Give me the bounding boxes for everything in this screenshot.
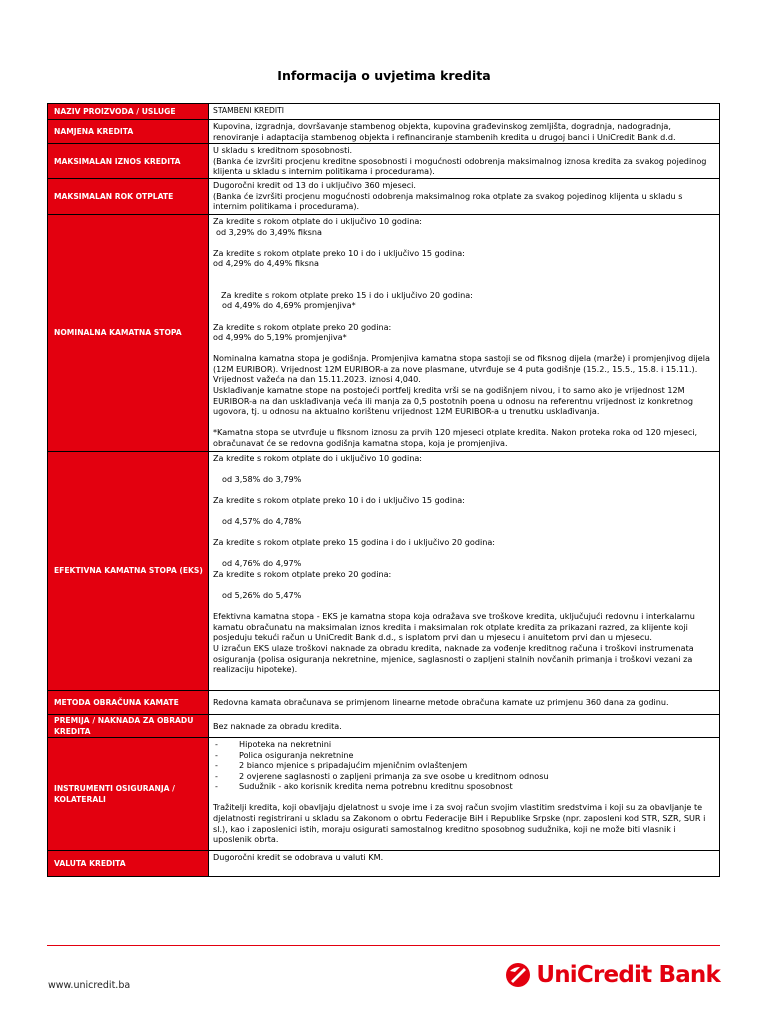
footer-website[interactable]: www.unicredit.ba [48, 980, 131, 991]
row-premija [48, 714, 720, 737]
nks-footnote: *Kamatna stopa se utvrđuje u fiksnom iznosu za prvih 120 mjeseci otplate kredita. Nakon proteka roka od 120 mjeseci, obračunavat će se redovna godišnja kamatna stopa, koja je promjenjiva. [213, 427, 698, 448]
label-instrumenti: INSTRUMENTI OSIGURANJA / KOLATERALI [48, 737, 209, 850]
value-rok [209, 178, 720, 214]
nks-tier1-title: Za kredite s rokom otplate do i uključivo 10 godina: [213, 215, 423, 226]
nks-tier3-title: Za kredite s rokom otplate preko 15 i do i uključivo 20 godina: [221, 289, 473, 300]
label-naziv: NAZIV PROIZVODA / USLUGE [48, 104, 209, 120]
page-title: Informacija o uvjetima kredita [277, 68, 491, 83]
eks-tier3-rate: od 4,76% do 4,97% [222, 558, 302, 569]
nks-tier2-title: Za kredite s rokom otplate preko 10 i do i uključivo 15 godina: [213, 247, 465, 258]
collateral-list [213, 739, 713, 792]
nks-tier4-rate: od 4,99% do 5,19% promjenjiva* [213, 332, 347, 343]
value-namjena: Kupovina, izgradnja, dovršavanje stambenog objekta, kupovina građevinskog zemljišta, dogradnja, nadogradnja, renoviranje i adaptacija stambenog objekta i refinanciranje stambenih kredita u drugoj banci i UniCredit Bank d.d. [209, 120, 720, 144]
nks-tier4-title: Za kredite s rokom otplate preko 20 godina: [213, 321, 392, 332]
eks-tier4-rate: od 5,26% do 5,47% [222, 590, 302, 601]
value-iznos [209, 144, 720, 179]
value-valuta: Dugoročni kredit se odobrava u valuti KM. [209, 850, 720, 876]
label-premija: PREMIJA / NAKNADA ZA OBRADU KREDITA [48, 714, 209, 737]
row-metoda [48, 690, 720, 714]
label-rok: MAKSIMALAN ROK OTPLATE [48, 178, 209, 214]
value-naziv [209, 104, 720, 120]
row-instrumenti [48, 737, 720, 850]
credit-info-table [47, 103, 720, 877]
value-metoda: Redovna kamata obračunava se primjenom linearne metode obračuna kamate uz primjenu 360 dana za godinu. [209, 690, 720, 714]
label-metoda: METODA OBRAČUNA KAMATE [48, 690, 209, 714]
product-name: STAMBENI KREDITI [213, 106, 284, 115]
nks-paragraph-2: Usklađivanje kamatne stope na postojeći portfelj kredita vrši se na godišnjem nivou, i to samo ako je vrijednost 12M EURIBOR-a na dan usklađivanja veća ili manja za 0,5 postotnih poena u odnosu na referentnu vrijednost iz konkretnog ugovora, tj. u odnosu na aktualno korištenu vrijednost 12M EURIBOR-a u trenutku usklađivanja. [213, 385, 694, 417]
label-iznos: MAKSIMALAN IZNOS KREDITA [48, 144, 209, 179]
iznos-line1: U skladu s kreditnom sposobnosti. [213, 145, 353, 156]
label-valuta: VALUTA KREDITA [48, 850, 209, 876]
label-nks: NOMINALNA KAMATNA STOPA [48, 214, 209, 451]
row-rok [48, 178, 720, 214]
eks-tier2-rate: od 4,57% do 4,78% [222, 516, 302, 527]
unicredit-emblem-icon [505, 962, 531, 988]
list-item: - 2 bianco mjenice s pripadajućim mjeničnim ovlaštenjem [215, 760, 468, 771]
nks-tier1-rate: od 3,29% do 3,49% fiksna [216, 226, 322, 237]
row-namjena [48, 120, 720, 144]
eks-tier2-title: Za kredite s rokom otplate preko 10 i do i uključivo 15 godina: [213, 495, 465, 506]
nks-tier2-rate: od 4,29% do 4,49% fiksna [213, 258, 319, 269]
row-nks [48, 214, 720, 451]
label-eks: EFEKTIVNA KAMATNA STOPA (EKS) [48, 451, 209, 690]
row-valuta [48, 850, 720, 876]
value-nks [209, 214, 720, 451]
row-eks [48, 451, 720, 690]
unicredit-logo [505, 962, 720, 988]
nks-tier3-rate: od 4,49% do 4,69% promjenjiva* [222, 300, 356, 311]
eks-paragraph-1: Efektivna kamatna stopa - EKS je kamatna stopa koja odražava sve troškove kredita, uključujući redovnu i interkalarnu kamatu obračunatu na maksimalan iznos kredita i maksimalan rok otplate kredita za prikazani razred, za klijente koji posjeduju tekući račun u UniCredit Bank d.d., s isplatom prvi dan u mjesecu i anuitetom prvi dan u mjesecu. [213, 611, 695, 643]
value-instrumenti [209, 737, 720, 850]
list-item: - Hipoteka na nekretnini [215, 738, 332, 749]
list-item: - Sudužnik - ako korisnik kredita nema potrebnu kreditnu sposobnost [215, 781, 513, 792]
value-premija: Bez naknade za obradu kredita. [209, 714, 720, 737]
eks-tier1-rate: od 3,58% do 3,79% [222, 474, 302, 485]
footer-divider [47, 945, 720, 946]
eks-tier1-title: Za kredite s rokom otplate do i uključivo 10 godina: [213, 452, 423, 463]
rok-line1: Dugoročni kredit od 13 do i uključivo 360 mjeseci. [213, 179, 416, 190]
row-naziv [48, 104, 720, 120]
eks-tier4-title: Za kredite s rokom otplate preko 20 godina: [213, 569, 392, 580]
brand-name: UniCredit Bank [536, 962, 720, 988]
collateral-note: Tražitelji kredita, koji obavljaju djelatnost u svoje ime i za svoj račun svojim vlastitim sredstvima i koji su za obavljanje te djelatnosti registrirani u skladu sa Zakonom o obrtu Federacije BiH i Republike Srpske (npr. zaposleni kod STR, SZR, SUR i sl.), kao i zaposlenici istih, moraju osigurati samostalnog kreditno sposobnog sudužnika, koji ne može biti vlasnik i uposlenik obrta. [213, 802, 706, 845]
iznos-line2: (Banka će izvršiti procjenu kreditne sposobnosti i mogućnosti odobrenja maksimalnog iznosa kredita za svakog pojedinog klijenta u skladu s internim politikama i procedurama). [213, 155, 707, 177]
nks-paragraph-1: Nominalna kamatna stopa je godišnja. Promjenjiva kamatna stopa sastoji se od fiksnog dijela (marže) i promjenjivog dijela (12M EURIBOR). Vrijednost 12M EURIBOR-a za nove plasmane, utvrđuje se 4 puta godišnje (15.2., 15.5., 15.8. i 15.11.). Vrijednost važeća na dan 15.11.2023. iznosi 4,040. [213, 353, 710, 385]
value-eks [209, 451, 720, 690]
row-iznos [48, 144, 720, 179]
eks-paragraph-2: U izračun EKS ulaze troškovi naknade za obradu kredita, naknade za vođenje kreditnog računa i troškovi instrumenata osiguranja (polisa osiguranja nekretnine, mjenice, saglasnosti o zapljeni stalnih novčanih primanja i troškovi vezani za realizaciju hipoteke). [213, 643, 694, 675]
label-namjena: NAMJENA KREDITA [48, 120, 209, 144]
eks-tier3-title: Za kredite s rokom otplate preko 15 godina i do i uključivo 20 godina: [213, 537, 496, 548]
rok-line2: (Banka će izvršiti procjenu mogućnosti odobrenja maksimalnog roka otplate za svakog pojedinog klijenta u skladu s internim politikama i procedurama). [213, 190, 683, 212]
list-item: - 2 ovjerene saglasnosti o zapljeni primanja za sve osobe u kreditnom odnosu [215, 770, 549, 781]
list-item: - Polica osiguranja nekretnine [215, 749, 354, 760]
